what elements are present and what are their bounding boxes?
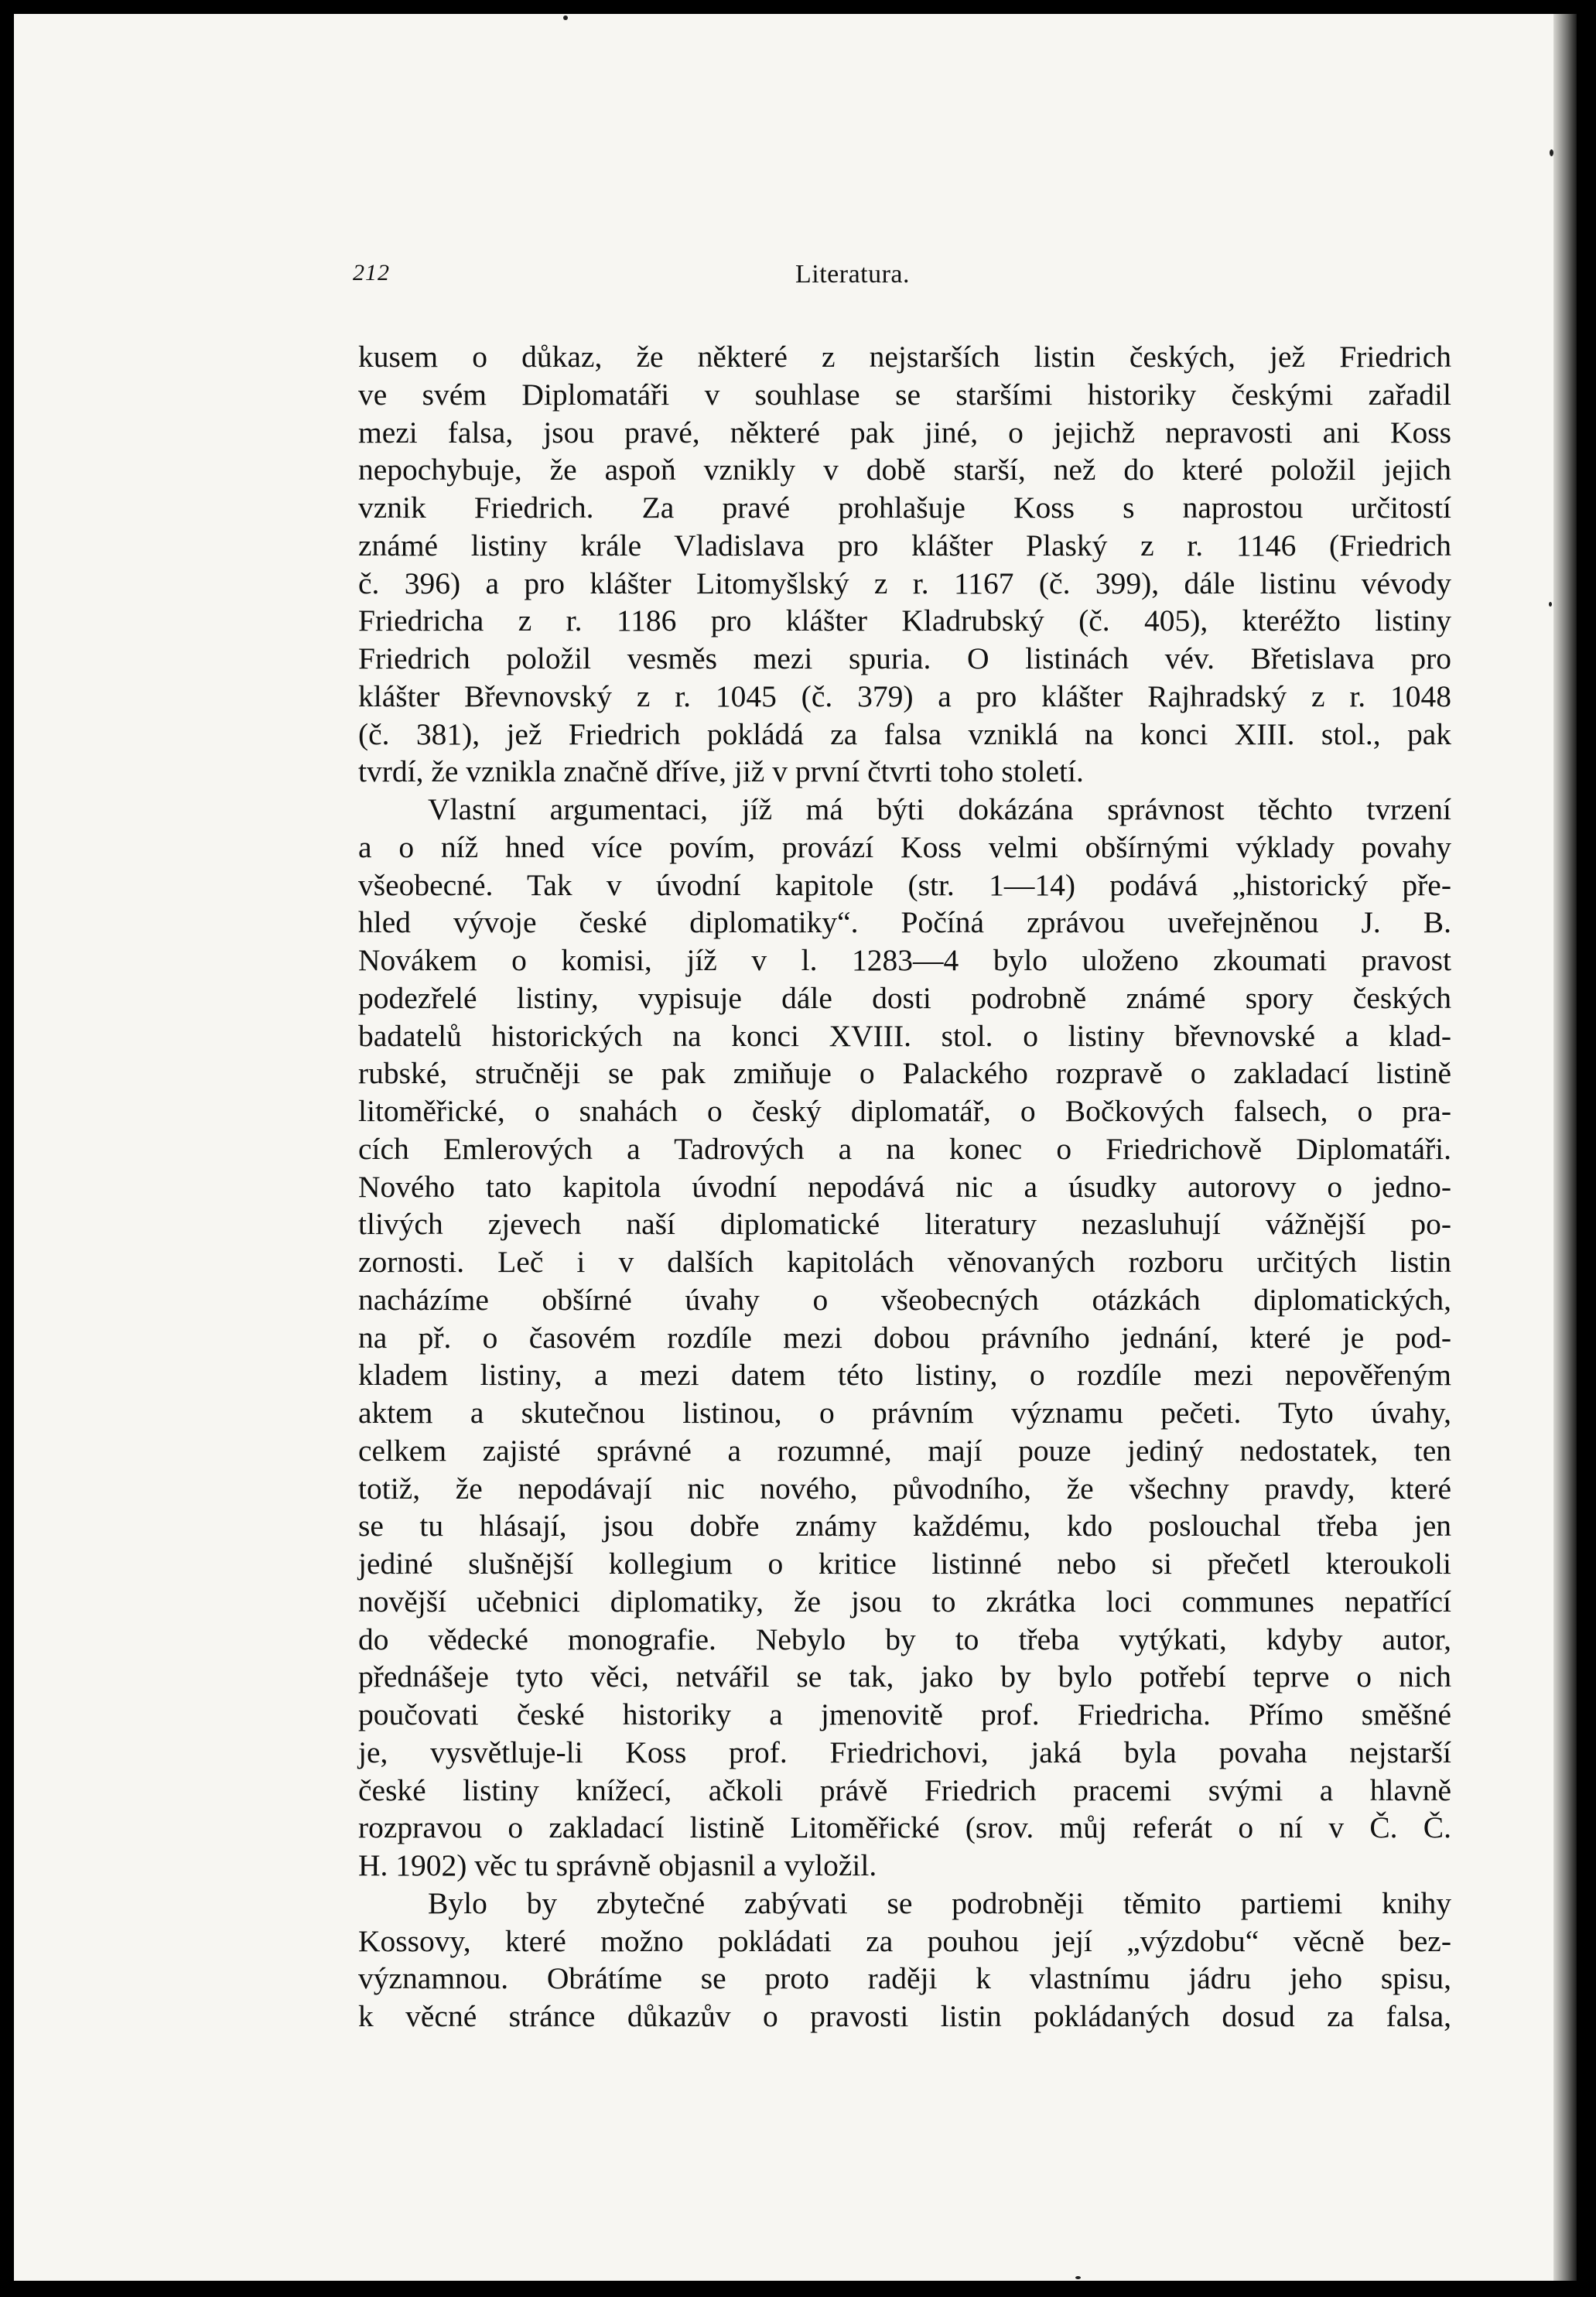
text-line: Kossovy, které možno pokládati za pouhou její „výzdobu“ věcně bez-	[358, 1923, 1451, 1958]
text-line: klášter Břevnovský z r. 1045 (č. 379) a pro klášter Rajhradský z r. 1048	[358, 679, 1451, 713]
text-line: tlivých zjevech naší diplomatické literatury nezasluhují vážnější po-	[358, 1207, 1451, 1242]
text-line: a o níž hned více povím, provází Koss velmi obšírnými výklady povahy	[358, 829, 1451, 864]
text-line: Nového tato kapitola úvodní nepodává nic a úsudky autorovy o jedno-	[358, 1169, 1451, 1204]
page-header	[353, 260, 1459, 306]
dust-speck	[1075, 2276, 1081, 2279]
text-line: Novákem o komisi, jíž v l. 1283—4 bylo uloženo zkoumati pravost	[358, 943, 1451, 977]
text-line: k věcné stránce důkazův o pravosti listin pokládaných dosud za falsa,	[358, 1999, 1451, 2033]
text-line: Bylo by zbytečné zabývati se podrobněji těmito partiemi knihy	[428, 1885, 1451, 1920]
text-line: (č. 381), jež Friedrich pokládá za falsa vzniklá na konci XIII. stol., pak	[358, 716, 1451, 751]
text-line: známé listiny krále Vladislava pro klášter Plaský z r. 1146 (Friedrich	[358, 528, 1451, 562]
text-line: je, vysvětluje-li Koss prof. Friedrichovi, jaká byla povaha nejstarší	[358, 1735, 1451, 1769]
text-line: hled vývoje české diplomatiky“. Počíná zprávou uveřejněnou J. B.	[358, 905, 1451, 940]
text-line: podezřelé listiny, vypisuje dále dosti podrobně známé spory českých	[358, 980, 1451, 1015]
text-line: nacházíme obšírné úvahy o všeobecných otázkách diplomatických,	[358, 1282, 1451, 1317]
text-line: poučovati české historiky a jmenovitě prof. Friedricha. Přímo směšné	[358, 1697, 1451, 1731]
text-line: celkem zajisté správné a rozumné, mají pouze jediný nedostatek, ten	[358, 1433, 1451, 1468]
text-line: české listiny knížecí, ačkoli právě Friedrich pracemi svými a hlavně	[358, 1772, 1451, 1807]
text-line: tvrdí, že vznikla značně dříve, již v první čtvrti toho století.	[358, 754, 1084, 789]
text-line: litoměřické, o snahách o český diplomatář, o Bočkových falsech, o pra-	[358, 1094, 1451, 1128]
text-line: na př. o časovém rozdíle mezi dobou právního jednání, které je pod-	[358, 1320, 1451, 1355]
text-line: rozpravou o zakladací listině Litoměřické (srov. můj referát o ní v Č. Č.	[358, 1810, 1451, 1845]
text-line: Friedricha z r. 1186 pro klášter Kladrubský (č. 405), kteréžto listiny	[358, 603, 1451, 638]
text-line: č. 396) a pro klášter Litomyšlský z r. 1167 (č. 399), dále listinu vévody	[358, 566, 1451, 600]
text-line: se tu hlásají, jsou dobře známy každému, kdo poslouchal třeba jen	[358, 1509, 1451, 1543]
text-line: novější učebnici diplomatiky, že jsou to zkrátka loci communes nepatřící	[358, 1584, 1451, 1618]
page-number: 212	[353, 260, 390, 285]
text-line: rubské, stručněji se pak zmiňuje o Palackého rozpravě o zakladací listině	[358, 1056, 1451, 1091]
dust-speck	[1549, 602, 1552, 607]
text-line: Vlastní argumentaci, jíž má býti dokázána správnost těchto tvrzení	[428, 792, 1451, 826]
text-line: nepochybuje, že aspoň vznikly v době starší, než do které položil jejich	[358, 453, 1451, 487]
dust-speck	[563, 15, 568, 20]
text-line: mezi falsa, jsou pravé, některé pak jiné, o jejichž nepravosti ani Koss	[358, 415, 1451, 449]
text-line: kusem o důkaz, že některé z nejstarších listin českých, jež Friedrich	[358, 340, 1451, 374]
text-line: totiž, že nepodávají nic nového, původního, že všechny pravdy, které	[358, 1471, 1451, 1506]
text-line: přednášeje tyto věci, netvářil se tak, jako by bylo potřebí teprve o nich	[358, 1660, 1451, 1694]
text-line: ve svém Diplomatáři v souhlase se staršími historiky českými zařadil	[358, 377, 1451, 412]
text-line: všeobecné. Tak v úvodní kapitole (str. 1—14) podává „historický pře-	[358, 867, 1451, 902]
text-line: badatelů historických na konci XVIII. stol. o listiny břevnovské a klad-	[358, 1018, 1451, 1053]
scanned-page	[14, 14, 1577, 2281]
text-line: významnou. Obrátíme se proto raději k vlastnímu jádru jeho spisu,	[358, 1961, 1451, 1996]
text-line: jediné slušnější kollegium o kritice listinné nebo si přečetl kteroukoli	[358, 1547, 1451, 1581]
text-line: H. 1902) věc tu správně objasnil a vyložil.	[358, 1848, 877, 1882]
text-line: Friedrich položil vesměs mezi spuria. O listinách vév. Břetislava pro	[358, 641, 1451, 675]
body-text	[358, 338, 1451, 2036]
text-line: zornosti. Leč i v dalších kapitolách věnovaných rozboru určitých listin	[358, 1245, 1451, 1279]
page-edge-shadow	[1553, 14, 1577, 2281]
dust-speck	[1550, 149, 1553, 156]
text-line: do vědecké monografie. Nebylo by to třeba vytýkati, kdyby autor,	[358, 1622, 1451, 1656]
text-line: vznik Friedrich. Za pravé prohlašuje Koss s naprostou určitostí	[358, 491, 1451, 525]
text-line: cích Emlerových a Tadrových a na konec o Friedrichově Diplomatáři.	[358, 1131, 1451, 1166]
text-line: aktem a skutečnou listinou, o právním významu pečeti. Tyto úvahy,	[358, 1396, 1451, 1430]
text-line: kladem listiny, a mezi datem této listiny, o rozdíle mezi nepověřeným	[358, 1358, 1451, 1393]
running-title: Literatura.	[795, 260, 911, 289]
